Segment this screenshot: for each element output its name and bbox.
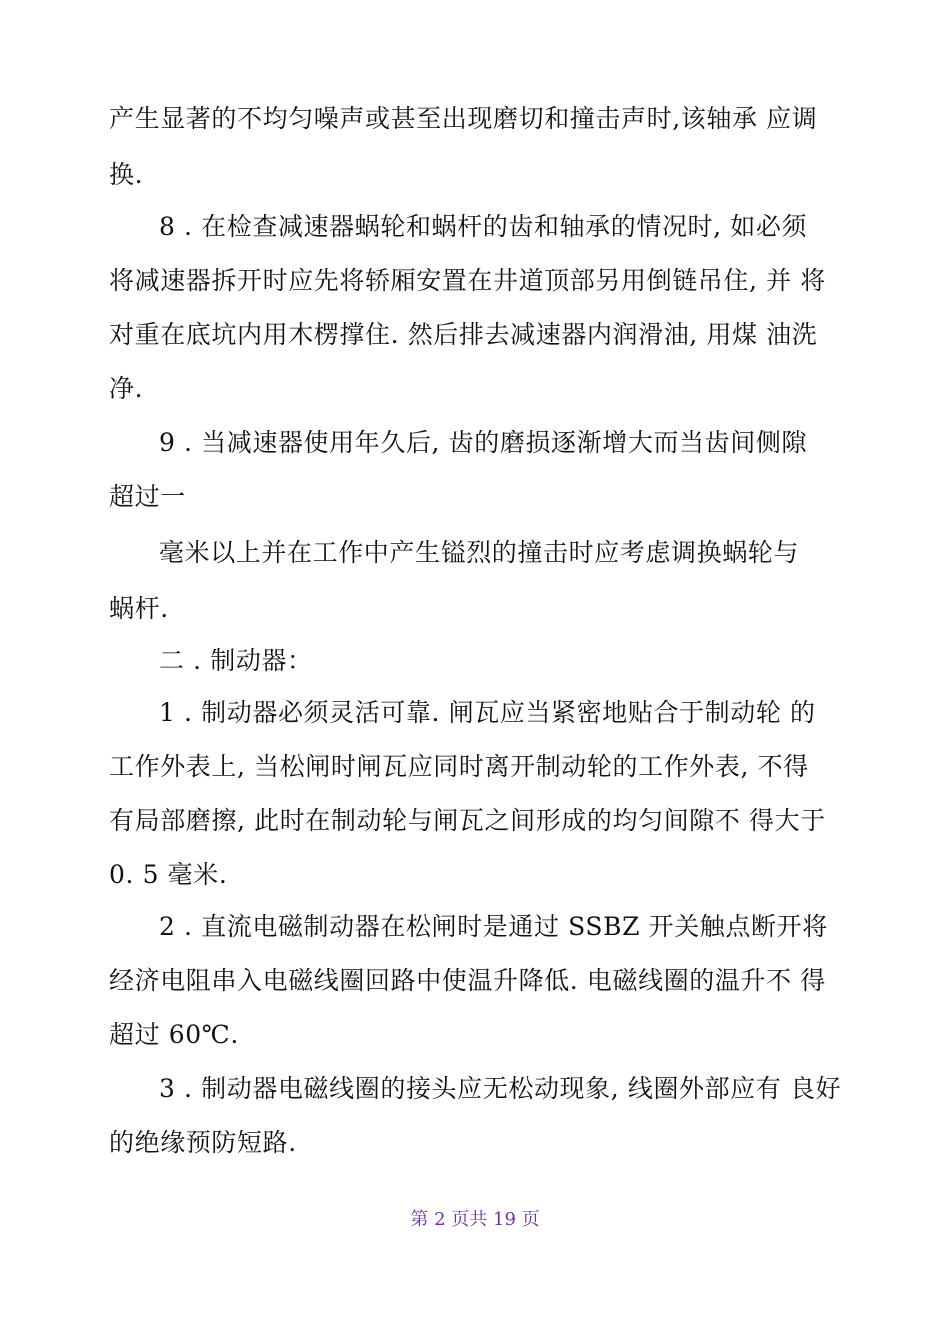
section-heading: 二 . 制动器：	[159, 646, 313, 675]
body-line: 3 . 制动器电磁线圈的接头应无松动现象, 线圈外部应有 良好	[159, 1074, 842, 1103]
body-line: 0. 5 毫米.	[109, 860, 228, 889]
body-line: 2 . 直流电磁制动器在松闸时是通过 SSBZ 开关触点断开将	[159, 912, 828, 941]
body-line: 超过 60℃.	[109, 1020, 239, 1049]
body-line: 有局部磨擦, 此时在制动轮与闸瓦之间形成的均匀间隙不 得大于	[109, 806, 826, 835]
body-line: 换.	[109, 160, 144, 189]
body-line: 1 . 制动器必须灵活可靠. 闸瓦应当紧密地贴合于制动轮 的	[159, 698, 816, 727]
body-line: 将减速器拆开时应先将轿厢安置在井道顶部另用倒链吊住, 并 将	[109, 266, 826, 295]
body-line: 工作外表上, 当松闸时闸瓦应同时离开制动轮的工作外表, 不得	[109, 752, 809, 781]
body-line: 9 . 当减速器使用年久后, 齿的磨损逐渐增大而当齿间侧隙	[159, 428, 808, 457]
body-line: 经济电阻串入电磁线圈回路中使温升降低. 电磁线圈的温升不 得	[109, 966, 826, 995]
body-line: 对重在底坑内用木楞撑住. 然后排去减速器内润滑油, 用煤 油洗	[109, 320, 818, 349]
body-line: 蜗杆.	[109, 594, 169, 623]
body-line: 产生显著的不均匀噪声或甚至出现磨切和撞击声时,该轴承 应调	[109, 104, 818, 133]
page-number-footer: 第 2 页共 19 页	[410, 1209, 540, 1230]
body-line: 超过一	[109, 482, 186, 511]
body-line: 的绝缘预防短路.	[109, 1128, 297, 1157]
body-line: 8 . 在检查减速器蜗轮和蜗杆的齿和轴承的情况时, 如必须	[159, 212, 808, 241]
body-line: 毫米以上并在工作中产生镒烈的撞击时应考虑调换蜗轮与	[159, 538, 800, 567]
body-line: 净.	[109, 374, 144, 403]
